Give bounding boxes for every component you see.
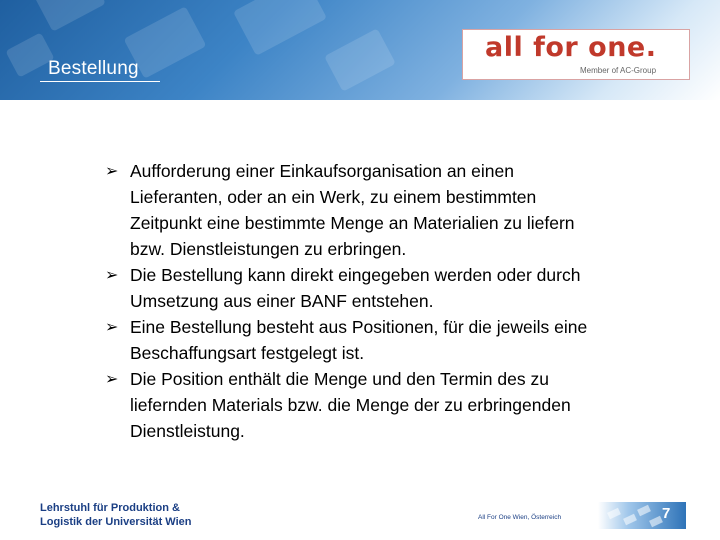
bullet-line: bzw. Dienstleistungen zu erbringen.	[130, 239, 407, 259]
arrow-right-icon: ➢	[105, 369, 119, 388]
background-shape	[324, 28, 396, 91]
arrow-right-icon: ➢	[105, 317, 119, 336]
footer-page-box	[598, 502, 686, 529]
company-logo	[462, 29, 690, 80]
bullet-line: liefernden Materials bzw. die Menge der zu erbringenden	[130, 395, 571, 415]
title-underline	[40, 81, 160, 82]
footer-institution-line: Lehrstuhl für Produktion &	[40, 502, 180, 514]
bullet-list	[105, 158, 665, 444]
bullet-line: Lieferanten, oder an ein Werk, zu einem bestimmten	[130, 187, 537, 207]
arrow-right-icon: ➢	[105, 265, 119, 284]
footer-institution	[40, 501, 192, 529]
bullet-line: Beschaffungsart festgelegt ist.	[130, 343, 365, 363]
decorative-square	[607, 508, 621, 519]
bullet-line: Die Position enthält die Menge und den Termin des zu	[130, 369, 549, 389]
page-number: 7	[662, 505, 671, 522]
logo-tagline: Member of AC-Group	[580, 66, 657, 75]
arrow-right-icon: ➢	[105, 161, 119, 180]
bullet-line: Dienstleistung.	[130, 421, 245, 441]
decorative-square	[623, 514, 637, 525]
decorative-square	[637, 505, 651, 516]
slide-title: Bestellung	[48, 58, 139, 79]
bullet-line: Zeitpunkt eine bestimmte Menge an Materialien zu liefern	[130, 213, 575, 233]
decorative-square	[649, 516, 663, 527]
bullet-line: Die Bestellung kann direkt eingegeben werden oder durch	[130, 265, 581, 285]
footer-institution-line: Logistik der Universität Wien	[40, 516, 192, 528]
bullet-line: Umsetzung aus einer BANF entstehen.	[130, 291, 434, 311]
header-banner	[0, 0, 720, 100]
background-shape	[233, 0, 327, 56]
logo-wordmark: all for one.	[485, 32, 657, 63]
footer-company: All For One Wien, Österreich	[478, 514, 562, 521]
bullet-item	[105, 158, 665, 262]
bullet-item	[105, 262, 665, 314]
bullet-line: Eine Bestellung besteht aus Positionen, für die jeweils eine	[130, 317, 588, 337]
bullet-line: Aufforderung einer Einkaufsorganisation an einen	[130, 161, 514, 181]
bullet-item	[105, 366, 665, 444]
background-shape	[34, 0, 106, 32]
bullet-item	[105, 314, 665, 366]
